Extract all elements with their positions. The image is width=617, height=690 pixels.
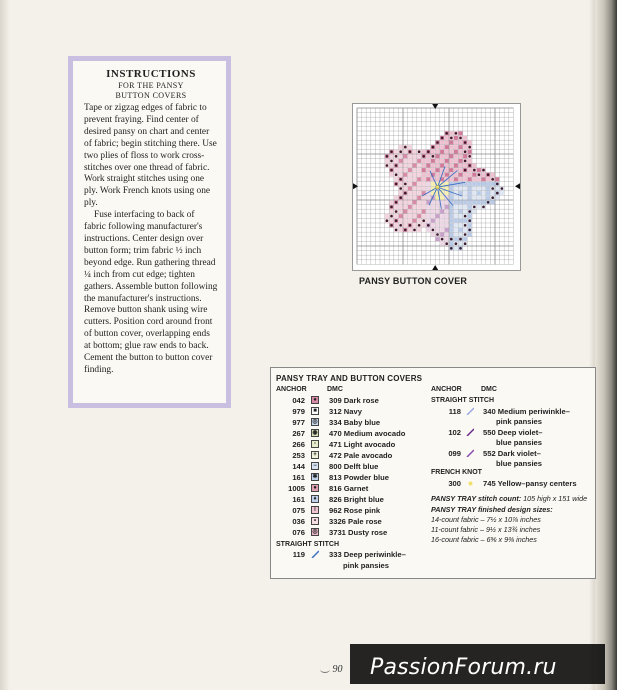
size-16-count: 16-count fabric – 6⅝ x 9⅜ inches [431, 535, 537, 544]
anchor-number: 1005 [288, 484, 305, 493]
line-swatch-icon [466, 407, 474, 415]
dmc-color: 333 Deep periwinkle– [329, 550, 406, 559]
symbol-swatch-icon: ● [311, 484, 319, 492]
anchor-number: 161 [292, 495, 305, 504]
anchor-number: 253 [292, 451, 305, 460]
ornament-left-icon [320, 666, 330, 673]
dmc-color-continued: pink pansies [343, 561, 390, 570]
instructions-box [68, 56, 231, 408]
symbol-swatch-icon: ✱ [312, 474, 318, 480]
instructions-title: INSTRUCTIONS [106, 68, 196, 80]
anchor-number: 076 [292, 528, 305, 537]
dmc-color-continued: pink pansies [496, 417, 543, 426]
anchor-number: 300 [448, 479, 461, 488]
anchor-number: 099 [448, 449, 461, 458]
key-row-straight-119 [271, 549, 431, 560]
key-row-french-knot [426, 478, 596, 489]
key-row [271, 450, 431, 461]
key-row [271, 406, 431, 417]
symbol-swatch-icon: ♦ [311, 495, 319, 503]
symbol-swatch-icon: ◎ [312, 529, 318, 535]
line-swatch-icon [466, 449, 474, 457]
watermark: PassionForum.ru [370, 655, 557, 680]
key-title: PANSY TRAY AND BUTTON COVERS [276, 374, 423, 383]
right-dmc-header: DMC [481, 386, 497, 393]
dmc-color: 962 Rose pink [329, 506, 381, 515]
key-row [271, 417, 431, 428]
design-sizes-label: PANSY TRAY finished design sizes: [431, 505, 553, 514]
key-row [271, 494, 431, 505]
stitch-count [431, 493, 587, 504]
size-11-count: 11-count fabric – 9½ x 13¾ inches [431, 525, 541, 534]
symbol-swatch-icon: ǀ [311, 506, 319, 514]
size-14-count: 14-count fabric – 7½ x 10⅞ inches [431, 515, 541, 524]
pansy-chart [352, 103, 521, 271]
key-row [271, 483, 431, 494]
page-left-edge [0, 0, 10, 690]
symbol-swatch-icon: ■ [311, 407, 319, 415]
anchor-number: 266 [292, 440, 305, 449]
symbol-swatch-icon: ◉ [312, 430, 318, 436]
dmc-color: 471 Light avocado [329, 440, 396, 449]
key-row [271, 516, 431, 527]
key-row [271, 505, 431, 516]
key-row [271, 428, 431, 439]
key-row [271, 395, 431, 406]
stitch-count-value: 105 high x 151 wide [523, 494, 588, 503]
line-swatch-icon [466, 428, 474, 436]
dmc-color: 340 Medium periwinkle– [483, 407, 570, 416]
line-swatch-icon [311, 550, 319, 558]
anchor-number: 118 [448, 407, 461, 416]
instructions-subtitle-1: FOR THE PANSY [118, 81, 184, 90]
key-row [271, 527, 431, 538]
symbol-swatch-icon: ▫ [311, 440, 319, 448]
dmc-color: 3731 Dusty rose [329, 528, 388, 537]
anchor-number: 102 [448, 428, 461, 437]
anchor-number: 036 [292, 517, 305, 526]
color-key [270, 367, 596, 579]
dmc-color: 745 Yellow–pansy centers [483, 479, 577, 488]
dmc-color: 3326 Pale rose [329, 517, 382, 526]
key-row [271, 472, 431, 483]
anchor-number: 144 [292, 462, 305, 471]
french-knot-label: FRENCH KNOT [431, 469, 482, 476]
dmc-color: 826 Bright blue [329, 495, 384, 504]
chart-title: PANSY BUTTON COVER [359, 276, 468, 286]
book-spine [595, 0, 617, 690]
dmc-color-continued: blue pansies [496, 438, 543, 447]
symbol-swatch-icon: ● [311, 396, 319, 404]
anchor-number: 119 [292, 550, 305, 559]
dmc-color: 309 Dark rose [329, 396, 379, 405]
dmc-color-continued: blue pansies [496, 459, 543, 468]
anchor-number: 977 [292, 418, 305, 427]
dmc-color: 552 Dark violet– [483, 449, 541, 458]
pansy-chart-graphic [353, 104, 520, 270]
symbol-swatch-icon: + [311, 451, 319, 459]
dmc-color: 813 Powder blue [329, 473, 389, 482]
stitch-count-label: PANSY TRAY stitch count: [431, 494, 522, 503]
right-anchor-header: ANCHOR [431, 386, 462, 393]
knot-swatch-icon [466, 479, 474, 487]
dmc-color: 800 Delft blue [329, 462, 379, 471]
key-row [271, 439, 431, 450]
straight-stitch-label: STRAIGHT STITCH [276, 541, 339, 548]
instructions-subtitle-2: BUTTON COVERS [115, 91, 187, 100]
dmc-color: 472 Pale avocado [329, 451, 393, 460]
dmc-header: DMC [327, 386, 343, 393]
dmc-color: 550 Deep violet– [483, 428, 543, 437]
page-number-text: 90 [332, 664, 343, 675]
anchor-number: 267 [292, 429, 305, 438]
symbol-swatch-icon: − [311, 462, 319, 470]
dmc-color: 816 Garnet [329, 484, 369, 493]
anchor-number: 075 [292, 506, 305, 515]
instructions-paragraph-2: Fuse interfacing to back of fabric following manufacturer's instructions. Center design over button form; trim fabric ½ inch beyond edge. Run gathering thread ¼ inch from cut edge; tighten gathers. Assemble button following the manufacturer's instructions. Remove button shank using wire cutters. Position cord around front of button cover, overlapping ends at bottom; glue raw ends to back. Cement the button to button cover finding. [84, 210, 218, 375]
dmc-color: 312 Navy [329, 407, 362, 416]
instructions-paragraph-1: Tape or zigzag edges of fabric to prevent fraying. Find center of desired pansy on chart and center of fabric; begin stitching there. Use two plies of floss to work cross-stitches over one thread of fabric. Work straight stitches using one ply. Work French knots using one ply. [84, 103, 217, 209]
dmc-color: 334 Baby blue [329, 418, 381, 427]
anchor-number: 161 [292, 473, 305, 482]
symbol-swatch-icon: • [311, 517, 319, 525]
anchor-header: ANCHOR [276, 386, 307, 393]
page-number [320, 664, 343, 675]
right-straight-stitch-label: STRAIGHT STITCH [431, 397, 494, 404]
dmc-color: 470 Medium avocado [329, 429, 406, 438]
anchor-number: 042 [292, 396, 305, 405]
symbol-swatch-icon: ◎ [312, 419, 318, 425]
anchor-number: 979 [292, 407, 305, 416]
key-row [271, 461, 431, 472]
